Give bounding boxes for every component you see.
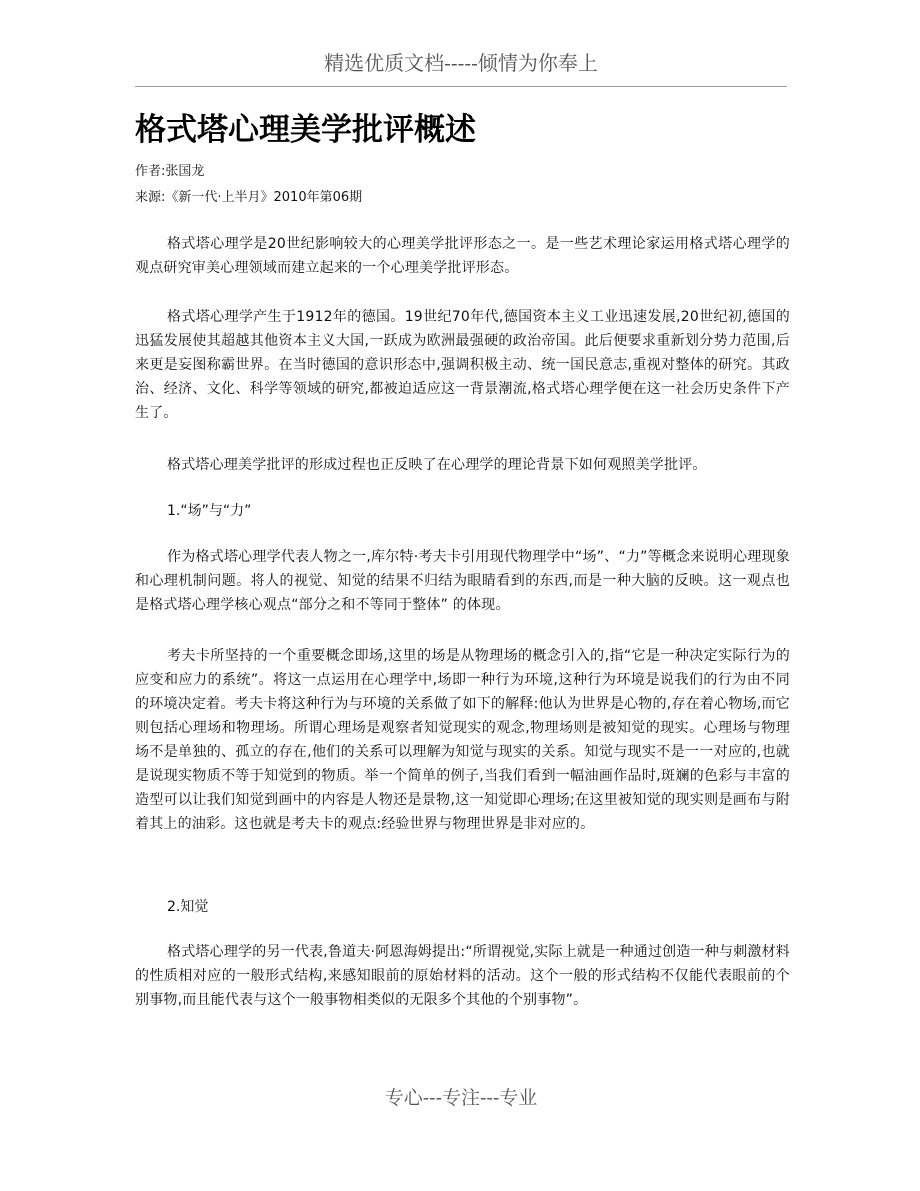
source-line: 来源:《新一代·上半月》2010年第06期 xyxy=(135,190,363,205)
paragraph-arnheim: 格式塔心理学的另一代表,鲁道夫·阿恩海姆提出:“所谓视觉,实际上就是一种通过创造一种与刺激材料的性质相对应的一般形式结构,来感知眼前的原始材料的活动。这个一般的形式结构不仅能代表眼前的个别事物,而且能代表与这个一般事物相类似的无限多个其他的个别事物”。 xyxy=(135,944,790,1008)
paragraph-koffka-intro: 作为格式塔心理学代表人物之一,库尔特·考夫卡引用现代物理学中“场”、“力”等概念来说明心理现象和心理机制问题。将人的视觉、知觉的结果不归结为眼睛看到的东西,而是一种大脑的反映。这一观点也是格式塔心理学核心观点“部分之和不等同于整体” 的体现。 xyxy=(135,549,790,613)
paragraph-intro: 格式塔心理学是20世纪影响较大的心理美学批评形态之一。是一些艺术理论家运用格式塔心理学的观点研究审美心理领域而建立起来的一个心理美学批评形态。 xyxy=(135,236,790,276)
section-heading-perception: 2.知觉 xyxy=(167,899,209,915)
paragraph-koffka-field: 考夫卡所坚持的一个重要概念即场,这里的场是从物理场的概念引入的,指“它是一种决定实际行为的应变和应力的系统”。将这一点运用在心理学中,场即一种行为环境,这种行为环境是说我们的行为由不同的环境决定着。考夫卡将这种行为与环境的关系做了如下的解释:他认为世界是心物的,存在着心物场,而它则包括心理场和物理场。所谓心理场是观察者知觉现实的观念,物理场则是被知觉的现实。心理场与物理场不是单独的、孤立的存在,他们的关系可以理解为知觉与现实的关系。知觉与现实不是一一对应的,也就是说现实物质不等于知觉到的物质。举一个简单的例子,当我们看到一幅油画作品时,斑斓的色彩与丰富的造型可以让我们知觉到画中的内容是人物还是景物,这一知觉即心理场;在这里被知觉的现实则是画布与附着其上的油彩。这也就是考夫卡的观点:经验世界与物理世界是非对应的。 xyxy=(135,648,790,832)
author-line: 作者:张国龙 xyxy=(135,164,205,179)
paragraph-history: 格式塔心理学产生于1912年的德国。19世纪70年代,德国资本主义工业迅速发展,20世纪初,德国的迅猛发展使其超越其他资本主义大国,一跃成为欧洲最强硬的政治帝国。此后便要求重新划分势力范围,后来更是妄图称霸世界。在当时德国的意识形态中,强调积极主动、统一国民意志,重视对整体的研究。其政治、经济、文化、科学等领域的研究,都被迫适应这一背景潮流,格式塔心理学便在这一社会历史条件下产生了。 xyxy=(135,309,790,421)
header-text: 精选优质文档-----倾情为你奉上 xyxy=(324,51,598,75)
page-footer: 专心---专注---专业 xyxy=(384,1087,538,1109)
article-title: 格式塔心理美学批评概述 xyxy=(135,112,476,148)
section-heading-field-force: 1.“场”与“力” xyxy=(167,503,252,519)
paragraph-formation: 格式塔心理美学批评的形成过程也正反映了在心理学的理论背景下如何观照美学批评。 xyxy=(167,457,707,473)
page-header xyxy=(135,48,787,87)
